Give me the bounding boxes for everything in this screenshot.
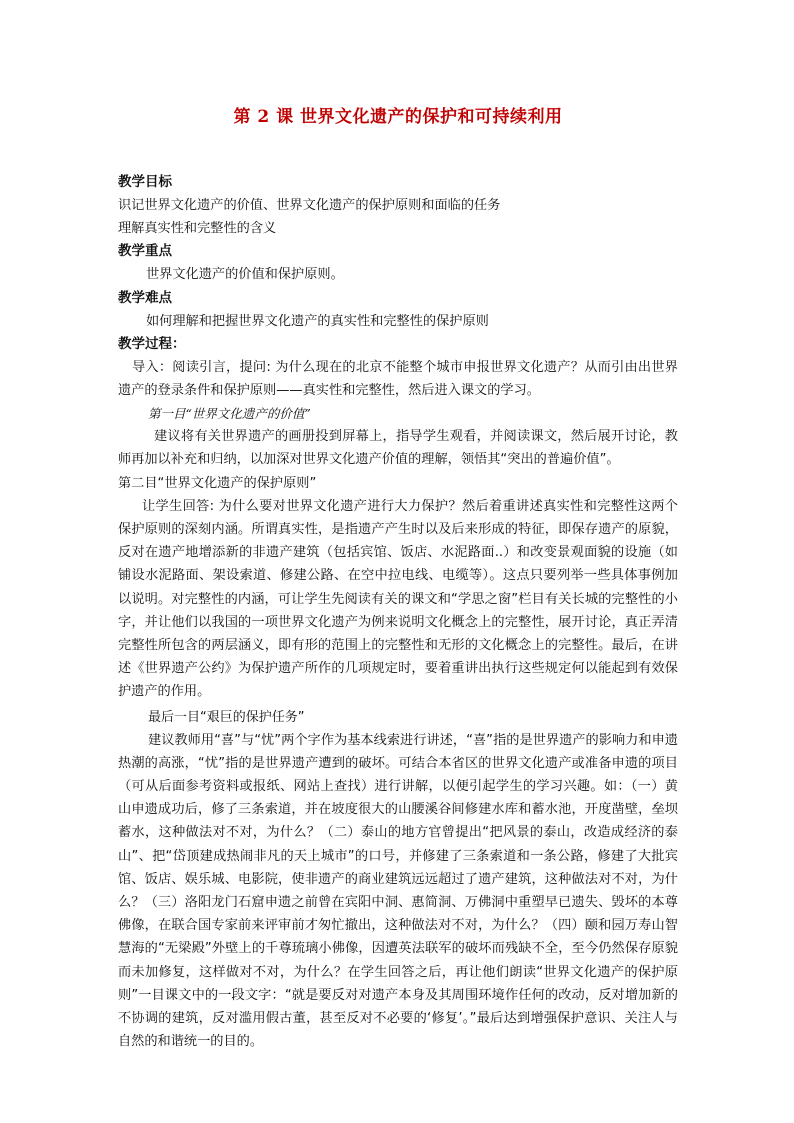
key-points-text: 世界文化遗产的价值和保护原则。 (146, 267, 344, 283)
part1-text: 建议将有关世界遗产的画册投到屏幕上，指导学生观看，并阅读课文，然后展开讨论，教师再加以补充和归纳，以加深对世界文化遗产价值的理解，领悟其“突出的普遍价值”。 (118, 429, 678, 468)
objective-item-2: 理解真实性和完整性的含义 (118, 221, 277, 237)
objective-item-1: 识记世界文化遗产的价值、世界文化遗产的保护原则和面临的任务 (118, 198, 501, 213)
part3-heading: 最后一目“艰巨的保护任务” (148, 709, 305, 725)
process-heading: 教学过程： (118, 335, 186, 352)
part3-text: 建议教师用“喜”与“忧”两个字作为基本线索进行讲述，“喜”指的是世界遗产的影响力和申遗热潮的高涨，“忧”指的是世界遗产遭到的破坏。可结合本省区的世界文化遗产或准备申遗的项目（可从后面参考资料或报纸、网站上查找）进行讲解，以便引起学生的学习兴趣。如：（一）黄山申遗成功后，修了三条索道，并在坡度很大的山腰溪谷间修建水库和蓄水池，开度凿壁，垒坝蓄水，这种做法对不对，为什么？（二）泰山的地方官曾提出“把风景的泰山，改造成经济的泰山”、把“岱顶建成热闹非凡的天上城市”的口号，并修建了三条索道和一条公路，修建了大批宾馆、饭店、娱乐城、电影院，使非遗产的商业建筑远远超过了遗产建筑，这种做法对不对，为什么？（三）洛阳龙门石窟申遗之前曾在宾阳中洞、惠简洞、万佛洞中重塑早已遗失、毁坏的本尊佛像，在联合国专家前来评审前才匆忙撤出，这种做法对不对，为什么？（四）颐和园万寿山智慧海的“无梁殿”外壁上的千尊琉璃小佛像，因遭英法联军的破坏而残缺不全，至今仍然保存原貌而未加修复，这样做对不对，为什么？在学生回答之后，再让他们朗读“世界文化遗产的保护原则”一目课文中的一段文字：“就是要反对对遗产本身及其周围环境作任何的改动，反对增加新的不协调的建筑，反对滥用假古董，甚至反对不必要的‘修复’。”最后达到增强保护意识、关注人与自然的和谐统一的目的。 (118, 732, 678, 1050)
part2-heading: 第二目“世界文化遗产的保护原则” (118, 475, 317, 491)
part2-text: 让学生回答: 为什么要对世界文化遗产进行大力保护？然后着重讲述真实性和完整性这两个保护原则的深刻内涵。所谓真实性，是指遗产产生时以及后来形成的特征，即保存遗产的原貌，反对在遗产地增添新的非遗产建筑（包括宾馆、饭店、水泥路面..）和改变景观面貌的设施（如铺设水泥路面、架设索道、修建公路、在空中拉电线、电缆等）。这点只要列举一些具体事例加以说明。对完整性的内涵，可让学生先阅读有关的课文和“学思之窗”栏目有关长城的完整性的小字，并让他们以我国的一项世界文化遗产为例来说明文化概念上的完整性，展开讨论，真正弄清完整性所包含的两层涵义，即有形的范围上的完整性和无形的文化概念上的完整性。最后，在讲述《世界遗产公约》为保护遗产所作的几项规定时，要着重讲出执行这些规定何以能起到有效保护遗产的作用。 (118, 498, 678, 700)
part1-heading: 第一目“世界文化遗产的价值” (148, 406, 311, 422)
page-title: 第 2 课 世界文化遗产的保护和可持续利用 (233, 107, 563, 127)
objectives-heading: 教学目标 (118, 174, 172, 190)
difficulty-text: 如何理解和把握世界文化遗产的真实性和完整性的保护原则 (146, 313, 489, 329)
document-page (118, 102, 678, 1054)
process-intro: 导入：阅读引言，提问: 为什么现在的北京不能整个城市申报世界文化遗产？从而引由出世界遗产的登录条件和保护原则——真实性和完整性，然后进入课文的学习。 (118, 359, 678, 399)
difficulty-heading: 教学难点 (118, 289, 172, 306)
key-points-heading: 教学重点 (118, 243, 172, 260)
